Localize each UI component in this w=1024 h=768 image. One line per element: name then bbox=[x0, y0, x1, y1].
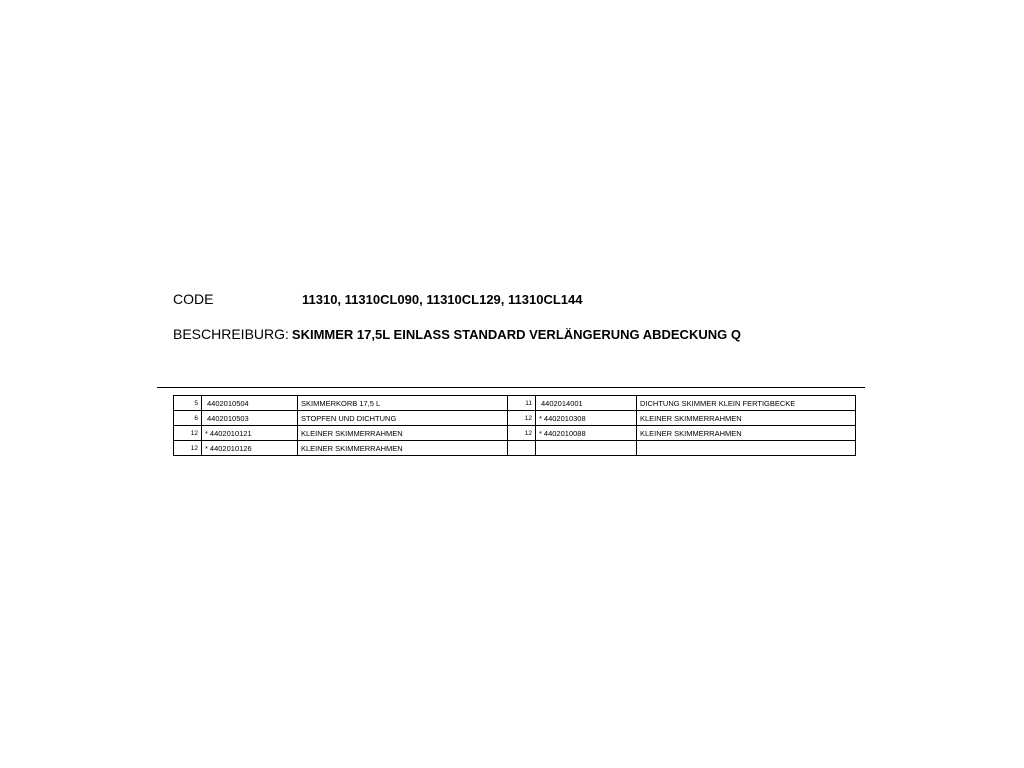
replacement-marker: * bbox=[539, 413, 542, 423]
part-description: KLEINER SKIMMERRAHMEN bbox=[298, 426, 508, 441]
part-code: 4402010503 bbox=[207, 413, 249, 423]
part-code: 4402010121 bbox=[209, 428, 252, 438]
part-code-cell bbox=[536, 411, 637, 426]
part-description: SKIMMERKORB 17,5 L bbox=[298, 396, 508, 411]
item-number: 11 bbox=[508, 396, 536, 411]
item-number: 12 bbox=[508, 411, 536, 426]
item-number bbox=[508, 441, 536, 456]
item-number: 12 bbox=[508, 426, 536, 441]
table-row bbox=[174, 426, 856, 441]
description-value: SKIMMER 17,5L EINLASS STANDARD VERLÄNGERUNG ABDECKUNG Q bbox=[291, 327, 741, 342]
part-code-cell bbox=[536, 396, 637, 411]
item-number: 6 bbox=[174, 411, 202, 426]
part-description: KLEINER SKIMMERRAHMEN bbox=[637, 411, 856, 426]
part-code-cell bbox=[202, 396, 298, 411]
part-code: 4402010088 bbox=[543, 428, 586, 438]
part-code: 4402010308 bbox=[543, 413, 586, 423]
part-code: 4402010504 bbox=[207, 398, 249, 408]
code-label: CODE bbox=[173, 291, 214, 307]
part-description: KLEINER SKIMMERRAHMEN bbox=[298, 441, 508, 456]
part-description: KLEINER SKIMMERRAHMEN bbox=[637, 426, 856, 441]
part-code-cell bbox=[202, 426, 298, 441]
part-code-cell bbox=[202, 411, 298, 426]
parts-table-body bbox=[174, 396, 856, 456]
part-code-cell bbox=[536, 426, 637, 441]
table-row bbox=[174, 441, 856, 456]
part-description: STOPFEN UND DICHTUNG bbox=[298, 411, 508, 426]
item-number: 12 bbox=[174, 426, 202, 441]
item-number: 5 bbox=[174, 396, 202, 411]
code-value: 11310, 11310CL090, 11310CL129, 11310CL144 bbox=[302, 292, 583, 307]
replacement-marker: * bbox=[205, 443, 208, 453]
part-code: 4402014001 bbox=[541, 398, 583, 408]
part-description bbox=[637, 441, 856, 456]
part-code-cell bbox=[202, 441, 298, 456]
code-row bbox=[173, 291, 582, 307]
parts-table bbox=[173, 395, 856, 456]
part-code-cell bbox=[536, 441, 637, 456]
table-row bbox=[174, 411, 856, 426]
table-row bbox=[174, 396, 856, 411]
item-number: 12 bbox=[174, 441, 202, 456]
description-label: BESCHREIBURG: bbox=[173, 326, 289, 342]
part-description: DICHTUNG SKIMMER KLEIN FERTIGBECKE bbox=[637, 396, 856, 411]
replacement-marker: * bbox=[205, 428, 208, 438]
divider-line bbox=[157, 387, 865, 388]
part-code: 4402010126 bbox=[209, 443, 252, 453]
description-row bbox=[173, 326, 741, 342]
replacement-marker: * bbox=[539, 428, 542, 438]
